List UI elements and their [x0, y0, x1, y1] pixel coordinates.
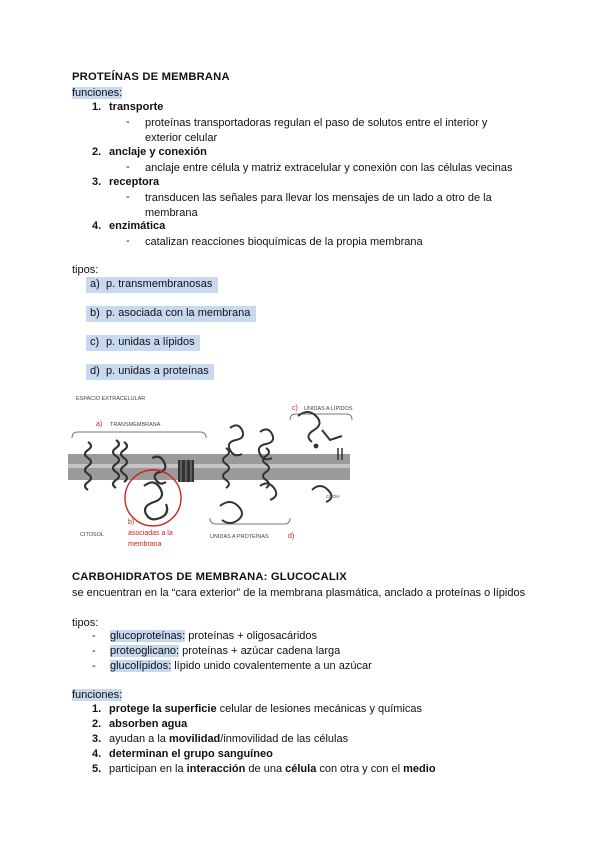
- dash-bullet: -: [92, 630, 96, 642]
- dash-bullet: -: [126, 161, 130, 173]
- type-text: p. unidas a lípidos: [106, 336, 195, 348]
- figure-label-cooh: COOH: [326, 494, 340, 499]
- section-title-carbohydrates: CARBOHIDRATOS DE MEMBRANA: GLUCOCALIX: [72, 571, 347, 583]
- figure-label-lipidos: UNIDAS A LÍPIDOS: [304, 406, 353, 412]
- membrane-proteins-figure: [60, 390, 360, 552]
- dash-bullet: -: [92, 660, 96, 672]
- figure-label-transmembrana: TRANSMEMBRANA: [110, 422, 161, 428]
- dash-bullet: -: [126, 191, 130, 203]
- function-number: 2.: [92, 718, 102, 730]
- figure-label-c: c): [292, 405, 298, 412]
- section-title-proteins: PROTEÍNAS DE MEMBRANA: [72, 71, 230, 83]
- membrane-midline: [68, 464, 350, 468]
- function-name: anclaje y conexión: [109, 146, 207, 158]
- figure-label-proteinas: UNIDAS A PROTEÍNAS: [210, 534, 269, 540]
- types-label: tipos:: [72, 264, 99, 276]
- type-letter: d): [90, 365, 100, 377]
- function-description: proteínas transportadoras regulan el paso de solutos entre el interior y exterior celular: [145, 117, 488, 144]
- function-text: protege la superficie celular de lesiones mecánicas y químicas: [109, 703, 423, 715]
- carb-type: glucolípidos: lípido unido covalentemente a un azúcar: [110, 660, 372, 672]
- function-text: determinan el grupo sanguíneo: [109, 748, 273, 760]
- anchor-dot: [314, 444, 319, 449]
- dash-bullet: -: [92, 645, 96, 657]
- functions-label: funciones:: [72, 689, 123, 701]
- carbohydrates-intro: se encuentran en la “cara exterior” de la membrana plasmática, anclado a proteínas o lípidos: [72, 587, 526, 599]
- type-text: p. asociada con la membrana: [106, 307, 251, 319]
- bracket-transmembrana: [72, 432, 206, 438]
- type-text: p. transmembranosas: [106, 278, 213, 290]
- dash-bullet: -: [126, 116, 130, 128]
- function-number: 5.: [92, 763, 102, 775]
- figure-label-b: b): [128, 519, 135, 526]
- associated-protein: [144, 482, 167, 519]
- type-letter: a): [90, 278, 100, 290]
- figure-label-d: d): [288, 533, 295, 540]
- function-name: transporte: [109, 101, 164, 113]
- function-name: enzimática: [109, 220, 166, 232]
- type-text: p. unidas a proteínas: [106, 365, 209, 377]
- function-text: absorben agua: [109, 718, 188, 730]
- function-number: 3.: [92, 176, 102, 188]
- figure-label-b-text2: membrana: [128, 541, 162, 548]
- carb-type: glucoproteínas: proteínas + oligosacáridos: [110, 630, 317, 642]
- function-description: anclaje entre célula y matriz extracelular y conexión con las células vecinas: [145, 162, 513, 174]
- function-description: transducen las señales para llevar los mensajes de un lado a otro de la membrana: [145, 192, 492, 219]
- function-name: receptora: [109, 176, 160, 188]
- figure-label-a: a): [96, 421, 103, 428]
- type-letter: c): [90, 336, 100, 348]
- function-number: 4.: [92, 220, 102, 232]
- dash-bullet: -: [126, 235, 130, 247]
- function-number: 3.: [92, 733, 102, 745]
- function-text: participan en la interacción de una célula con otra y con el medio: [109, 763, 436, 775]
- function-text: ayudan a la movilidad/inmovilidad de las células: [109, 733, 349, 745]
- function-number: 4.: [92, 748, 102, 760]
- carb-type: proteoglicano: proteínas + azúcar cadena larga: [110, 645, 341, 657]
- function-number: 2.: [92, 146, 102, 158]
- type-letter: b): [90, 307, 100, 319]
- figure-label-extracelular: ESPACIO EXTRACELULAR: [76, 396, 146, 402]
- function-number: 1.: [92, 101, 102, 113]
- functions-label: funciones:: [72, 87, 123, 99]
- figure-label-citosol: CITOSOL: [80, 532, 105, 538]
- function-number: 1.: [92, 703, 102, 715]
- types-label: tipos:: [72, 617, 99, 629]
- function-description: catalizan reacciones bioquímicas de la propia membrana: [145, 236, 423, 248]
- figure-label-b-text1: asociadas a la: [128, 530, 173, 537]
